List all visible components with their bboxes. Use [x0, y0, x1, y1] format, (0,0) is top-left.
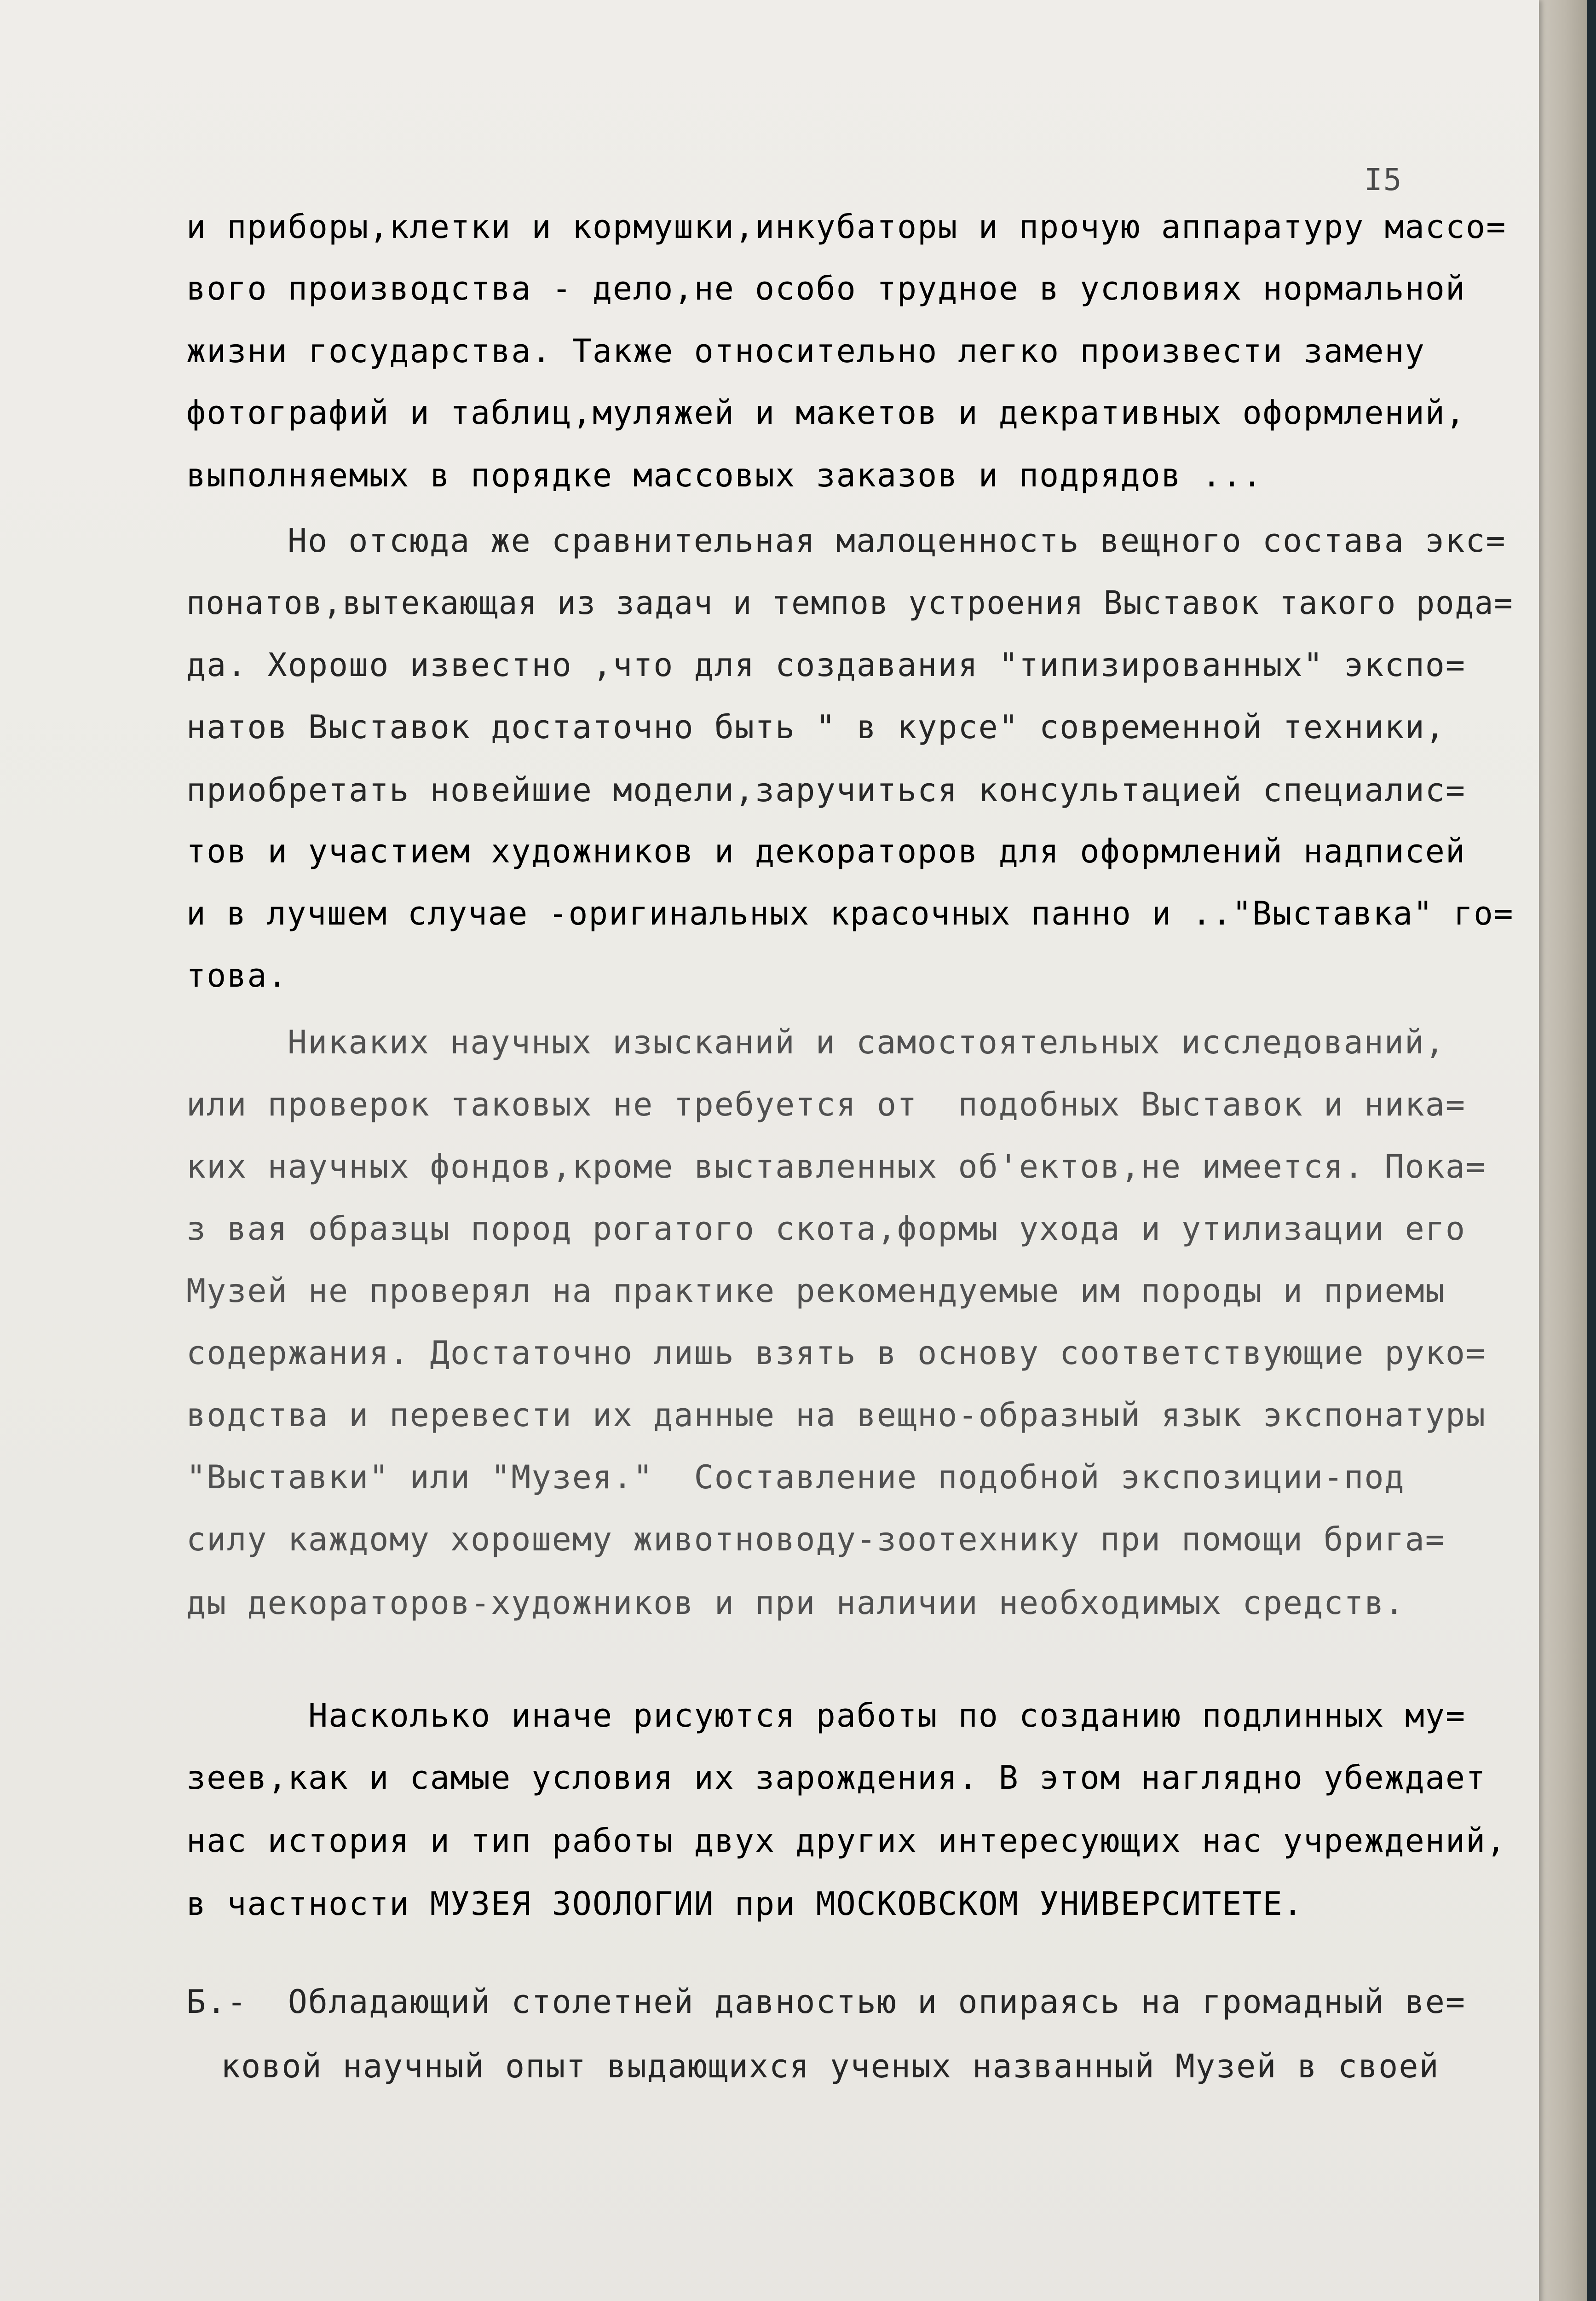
- text-line: силу каждому хорошему животноводу-зоотехнику при помощи брига=: [186, 1521, 1446, 1558]
- text-line: зеев,как и самые условия их зарождения. В этом наглядно убеждает: [186, 1759, 1487, 1797]
- section-line: Б.- Обладающий столетней давностью и опираясь на громадный ве=: [186, 1983, 1466, 2021]
- text-line: в частности МУЗЕЯ ЗООЛОГИИ при МОСКОВСКОМ УНИВЕРСИТЕТЕ.: [186, 1885, 1303, 1923]
- text-line: жизни государства. Также относительно легко произвести замену: [186, 332, 1425, 370]
- text-line: Насколько иначе рисуются работы по созданию подлинных му=: [308, 1697, 1466, 1734]
- text-line: вого производства - дело,не особо трудное в условиях нормальной: [186, 270, 1466, 307]
- text-line: Но отсюда же сравнительная малоценность вещного состава экс=: [288, 522, 1506, 560]
- text-line: фотографий и таблиц,муляжей и макетов и декративных оформлений,: [186, 394, 1466, 432]
- text-line: това.: [186, 957, 288, 994]
- text-line: ковой научный опыт выдающихся ученых названный Музей в своей: [221, 2047, 1440, 2085]
- text-line: з вая образцы пород рогатого скота,формы ухода и утилизации его: [186, 1210, 1466, 1248]
- text-line: да. Хорошо известно ,что для создавания "типизированных" экспо=: [186, 646, 1466, 684]
- text-line: содержания. Достаточно лишь взять в основу соответствующие руко=: [186, 1334, 1487, 1372]
- text-line: ких научных фондов,кроме выставленных об'ектов,не имеется. Пока=: [186, 1148, 1487, 1185]
- text-line: "Выставки" или "Музея." Составление подобной экспозиции-под: [186, 1458, 1405, 1496]
- text-line: водства и перевести их данные на вещно-образный язык экспонатуры: [186, 1396, 1487, 1434]
- underlying-page-edge: [1532, 0, 1587, 2301]
- page-number: I5: [1364, 162, 1403, 197]
- text-line: выполняемых в порядке массовых заказов и подрядов ...: [186, 457, 1263, 494]
- text-line: Музей не проверял на практике рекомендуемые им породы и приемы: [186, 1272, 1446, 1310]
- text-line: нас история и тип работы двух других интересующих нас учреждений,: [186, 1822, 1507, 1860]
- text-line: ды декораторов-художников и при наличии необходимых средств.: [186, 1584, 1405, 1622]
- text-line: и в лучшем случае -оригинальных красочных панно и .."Выставка" го=: [186, 895, 1514, 932]
- text-line: приобретать новейшие модели,заручиться консультацией специалис=: [186, 771, 1466, 809]
- text-line: натов Выставок достаточно быть " в курсе" современной техники,: [186, 708, 1446, 746]
- text-line: и приборы,клетки и кормушки,инкубаторы и прочую аппаратуру массо=: [186, 208, 1507, 246]
- text-line: понатов,вытекающая из задач и темпов устроения Выставок такого рода=: [186, 584, 1514, 622]
- text-line: тов и участием художников и декораторов для оформлений надписей: [186, 833, 1466, 870]
- text-line: или проверок таковых не требуется от подобных Выставок и ника=: [186, 1086, 1466, 1123]
- text-line: Никаких научных изысканий и самостоятельных исследований,: [288, 1023, 1446, 1061]
